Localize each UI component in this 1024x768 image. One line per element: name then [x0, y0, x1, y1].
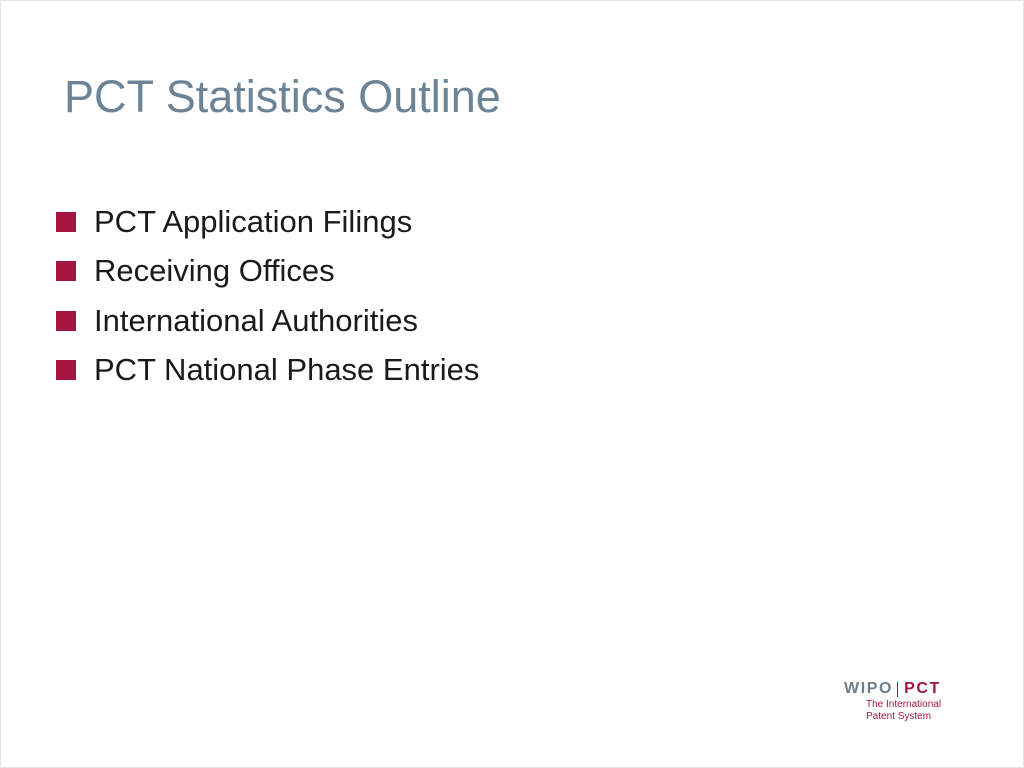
logo-wordmark: [844, 680, 984, 698]
slide-title: PCT Statistics Outline: [64, 71, 501, 122]
square-bullet-icon: [56, 212, 76, 232]
bullet-item: [56, 296, 479, 346]
logo-tagline-line1: The International: [866, 699, 942, 710]
bullet-text: PCT Application Filings: [94, 203, 413, 239]
logo-product: PCT: [904, 680, 941, 697]
bullet-text: PCT National Phase Entries: [94, 352, 480, 388]
logo-tagline-line2: Patent System: [866, 711, 932, 722]
bullet-text: Receiving Offices: [94, 253, 335, 289]
logo-divider: [897, 682, 898, 697]
bullet-list: [56, 197, 479, 395]
bullet-item: [56, 346, 479, 396]
bullet-text: International Authorities: [94, 302, 418, 338]
wipo-pct-logo: [844, 680, 984, 730]
square-bullet-icon: [56, 261, 76, 281]
bullet-item: [56, 197, 479, 247]
square-bullet-icon: [56, 311, 76, 331]
logo-org: WIPO: [844, 680, 894, 697]
square-bullet-icon: [56, 360, 76, 380]
bullet-item: [56, 247, 479, 297]
logo-tagline: [866, 699, 984, 723]
